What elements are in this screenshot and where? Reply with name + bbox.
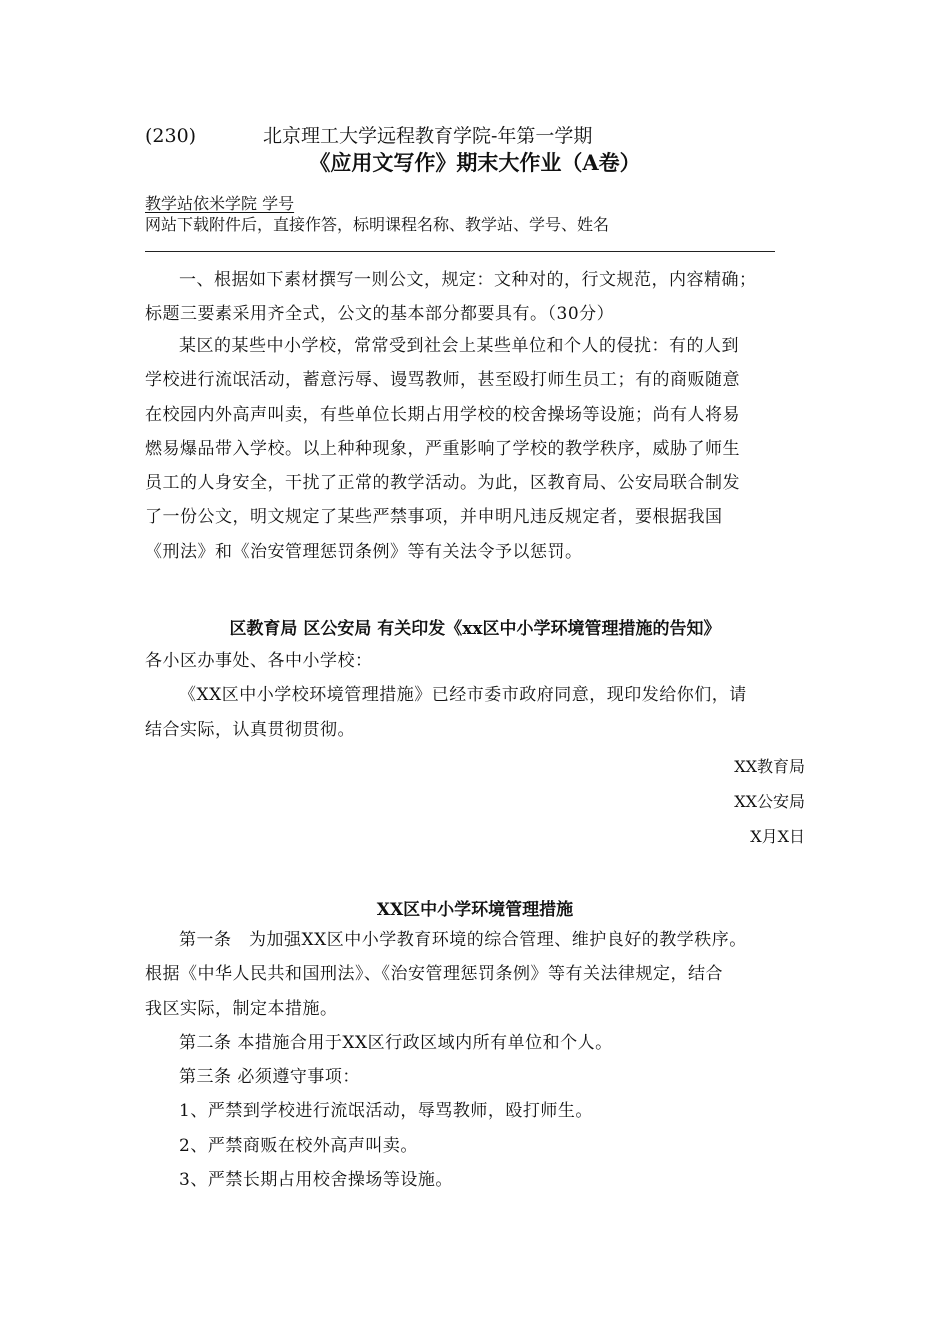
material-line: 《刑法》和《治安管理惩罚条例》等有关法令予以惩罚。 bbox=[145, 541, 583, 562]
course-title: 《应用文写作》期末大作业（A卷） bbox=[309, 150, 641, 175]
notice-line: 结合实际，认真贯彻贯彻。 bbox=[145, 719, 355, 740]
question-prompt bbox=[145, 263, 805, 332]
measures-line: 1、严禁到学校进行流氓活动，辱骂教师，殴打师生。 bbox=[179, 1101, 593, 1122]
notice-recipients: 各小区办事处、各中小学校： bbox=[145, 651, 373, 671]
measures-line: 我区实际，制定本措施。 bbox=[145, 998, 338, 1019]
material-line: 某区的某些中小学校，常常受到社会上某些单位和个人的侵扰：有的人到 bbox=[179, 336, 739, 356]
notice-signatures bbox=[734, 749, 805, 854]
header-line bbox=[145, 122, 785, 150]
measures-line: 2、严禁商贩在校外高声叫卖。 bbox=[179, 1135, 418, 1156]
measures-line: 第二条 本措施合用于XX区行政区域内所有单位和个人。 bbox=[179, 1032, 613, 1053]
divider bbox=[145, 251, 775, 252]
material-line: 了一份公文，明文规定了某些严禁事项，并申明凡违反规定者，要根据我国 bbox=[145, 507, 723, 528]
question-material bbox=[145, 329, 805, 569]
measures-line: 根据《中华人民共和国刑法》、《治安管理惩罚条例》等有关法律规定，结合 bbox=[145, 964, 723, 985]
signature-education-bureau: XX教育局 bbox=[734, 757, 805, 776]
material-line: 学校进行流氓活动，蓄意污辱、谩骂教师，甚至殴打师生员工；有的商贩随意 bbox=[145, 370, 740, 391]
prompt-line: 一、根据如下素材撰写一则公文，规定：文种对的，行文规范，内容精确； bbox=[179, 270, 757, 290]
notice-title: 区教育局 区公安局 有关印发《xx区中小学环境管理措施的告知》 bbox=[229, 619, 721, 639]
measures-line: 第三条 必须遵守事项： bbox=[179, 1067, 360, 1088]
signature-police-bureau: XX公安局 bbox=[734, 792, 805, 811]
measures-line: 3、严禁长期占用校舍操场等设施。 bbox=[179, 1170, 453, 1191]
institution-name: 北京理工大学远程教育学院-年第一学期 bbox=[263, 125, 593, 147]
exam-code: (230) bbox=[145, 125, 197, 147]
station-line: 教学站依米学院 学号 bbox=[145, 194, 295, 213]
notice-line: 《XX区中小学校环境管理措施》已经市委市政府同意，现印发给你们，请 bbox=[179, 685, 747, 706]
measures-line: 第一条 为加强XX区中小学教育环境的综合管理、维护良好的教学秩序。 bbox=[179, 930, 747, 950]
meta-block bbox=[145, 193, 609, 235]
prompt-line: 标题三要素采用齐全式，公文的基本部分都要具有。（30分） bbox=[145, 304, 615, 325]
material-line: 在校园内外高声叫卖，有些单位长期占用学校的校舍操场等设施；尚有人将易 bbox=[145, 404, 740, 425]
measures-title: XX区中小学环境管理措施 bbox=[376, 900, 574, 920]
notice-body bbox=[145, 644, 805, 747]
material-line: 燃易爆品带入学校。以上种种现象，严重影响了学校的教学秩序，威胁了师生 bbox=[145, 438, 740, 459]
material-line: 员工的人身安全，干扰了正常的教学活动。为此，区教育局、公安局联合制发 bbox=[145, 473, 740, 494]
measures-body bbox=[145, 923, 805, 1197]
signature-date: X月X日 bbox=[750, 827, 805, 846]
instructions: 网站下载附件后，直接作答，标明课程名称、教学站、学号、姓名 bbox=[145, 215, 610, 234]
